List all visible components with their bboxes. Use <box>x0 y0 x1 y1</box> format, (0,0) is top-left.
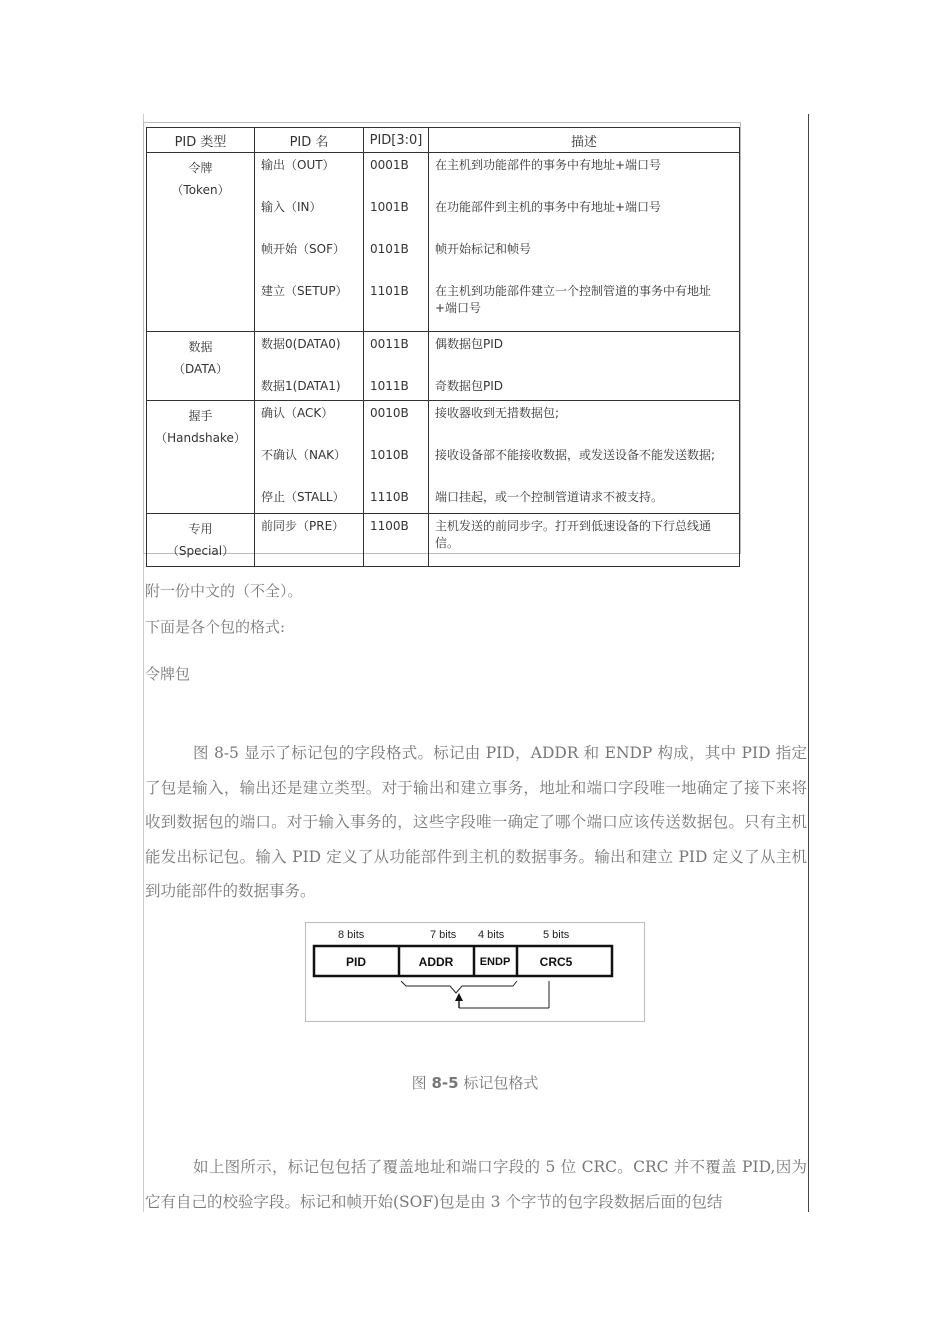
pid-name: 不确认（NAK） <box>261 448 347 462</box>
pid-type-en: （Special） <box>166 544 235 558</box>
pid-type-cell <box>147 153 255 332</box>
coverage-brace <box>401 981 517 993</box>
pid-name-cell <box>255 153 364 332</box>
header-pid-name: PID 名 <box>255 128 364 153</box>
pid-code: 0001B <box>370 158 409 172</box>
pid-code: 1100B <box>370 519 409 533</box>
bits-label: 5 bits <box>543 929 570 941</box>
field-crc5: CRC5 <box>539 955 573 969</box>
paragraph-text: 图 8-5 显示了标记包的字段格式。标记由 PID，ADDR 和 ENDP 构成，其中 PID 指定了包是输入，输出还是建立类型。对于输出和建立事务，地址和端口字段唯一地确定了接下来将收到数据包的端口。对于输入事务的，这些字段唯一确定了哪个端口应该传送数据包。只有主机能发出标记包。输入 PID 定义了从功能部件到主机的数据事务。输出和建立 PID 定义了从主机到功能部件的数据事务。 <box>145 744 807 900</box>
pid-name: 输出（OUT） <box>261 158 335 172</box>
caption-number: 8-5 <box>431 1074 459 1092</box>
pid-type-cell <box>147 514 255 567</box>
pid-name-cell <box>255 401 364 514</box>
pid-name: 确认（ACK） <box>261 406 334 420</box>
pid-code: 1010B <box>370 448 409 462</box>
table-row <box>147 514 740 567</box>
pid-desc-cell <box>429 514 740 567</box>
note-chinese: 附一份中文的（不全）。 <box>145 582 303 600</box>
pid-desc-cell <box>429 401 740 514</box>
pid-code: 1110B <box>370 490 409 504</box>
pid-name: 停止（STALL） <box>261 490 345 504</box>
pid-code: 1001B <box>370 200 409 214</box>
pid-type: 数据 <box>188 340 213 354</box>
field-pid: PID <box>345 955 367 969</box>
paragraph-crc <box>145 1150 807 1219</box>
pid-name: 数据1(DATA1) <box>261 379 341 393</box>
pid-type-cell <box>147 332 255 401</box>
pid-desc: 在主机到功能部件建立一个控制管道的事务中有地址+端口号 <box>435 284 712 315</box>
caption-title: 标记包格式 <box>458 1074 539 1092</box>
table-row <box>147 401 740 514</box>
pid-table-header <box>147 128 740 153</box>
pid-name: 输入（IN） <box>261 200 322 214</box>
pid-code: 0101B <box>370 242 409 256</box>
page-right-rule <box>808 114 809 1212</box>
pid-name: 建立（SETUP） <box>261 284 348 298</box>
token-packet-diagram <box>306 923 646 1023</box>
pid-name: 前同步（PRE） <box>261 519 345 533</box>
pid-desc: 接收器收到无措数据包; <box>435 406 560 420</box>
header-pid-code: PID[3:0] <box>364 128 429 153</box>
pid-desc: 在主机到功能部件的事务中有地址+端口号 <box>435 158 662 172</box>
table-row <box>147 153 740 332</box>
bits-label: 8 bits <box>338 929 365 941</box>
header-pid-type: PID 类型 <box>147 128 255 153</box>
paragraph-token-format <box>145 736 807 909</box>
pid-code: 0011B <box>370 337 409 351</box>
pid-name: 帧开始（SOF） <box>261 242 345 256</box>
token-packet-figure <box>305 922 645 1022</box>
pid-type: 握手 <box>188 409 213 423</box>
pid-type-en: （Handshake） <box>155 431 246 445</box>
pid-type-en: （Token） <box>171 183 230 197</box>
pid-table <box>146 127 740 567</box>
formats-intro: 下面是各个包的格式: <box>145 618 286 636</box>
pid-desc-cell <box>429 153 740 332</box>
pid-desc: 主机发送的前同步字。打开到低速设备的下行总线通信。 <box>435 519 712 550</box>
figure-caption <box>0 1072 950 1093</box>
pid-code: 1011B <box>370 379 409 393</box>
pid-desc: 端口挂起，或一个控制管道请求不被支持。 <box>435 490 664 504</box>
pid-desc: 在功能部件到主机的事务中有地址+端口号 <box>435 200 662 214</box>
token-heading: 令牌包 <box>145 665 191 683</box>
pid-type-cell <box>147 401 255 514</box>
pid-type-en: （DATA） <box>173 362 228 376</box>
field-endp: ENDP <box>479 956 511 968</box>
pid-desc: 帧开始标记和帧号 <box>435 242 532 256</box>
paragraph-text: 如上图所示，标记包包括了覆盖地址和端口字段的 5 位 CRC。CRC 并不覆盖 PID,因为它有自己的校验字段。标记和帧开始(SOF)包是由 3 个字节的包字段数据后面的包结 <box>145 1158 807 1211</box>
pid-code: 1101B <box>370 284 409 298</box>
header-description: 描述 <box>429 128 740 153</box>
field-addr: ADDR <box>418 955 454 969</box>
caption-prefix: 图 <box>411 1074 432 1092</box>
pid-name-cell <box>255 332 364 401</box>
table-row <box>147 332 740 401</box>
arrow-up-icon <box>455 993 463 1001</box>
pid-code-cell <box>364 401 429 514</box>
bits-label: 7 bits <box>430 929 457 941</box>
pid-type: 令牌 <box>188 161 213 175</box>
pid-table-figure <box>143 122 741 558</box>
pid-desc: 偶数据包PID <box>435 337 504 351</box>
pid-code-cell <box>364 514 429 567</box>
pid-desc: 奇数据包PID <box>435 379 504 393</box>
pid-desc: 接收设备部不能接收数据，或发送设备不能发送数据; <box>435 448 716 462</box>
pid-name: 数据0(DATA0) <box>261 337 341 351</box>
pid-code-cell <box>364 153 429 332</box>
pid-name-cell <box>255 514 364 567</box>
pid-code-cell <box>364 332 429 401</box>
pid-type: 专用 <box>188 522 213 536</box>
pid-desc-cell <box>429 332 740 401</box>
pid-code: 0010B <box>370 406 409 420</box>
bits-label: 4 bits <box>478 929 505 941</box>
